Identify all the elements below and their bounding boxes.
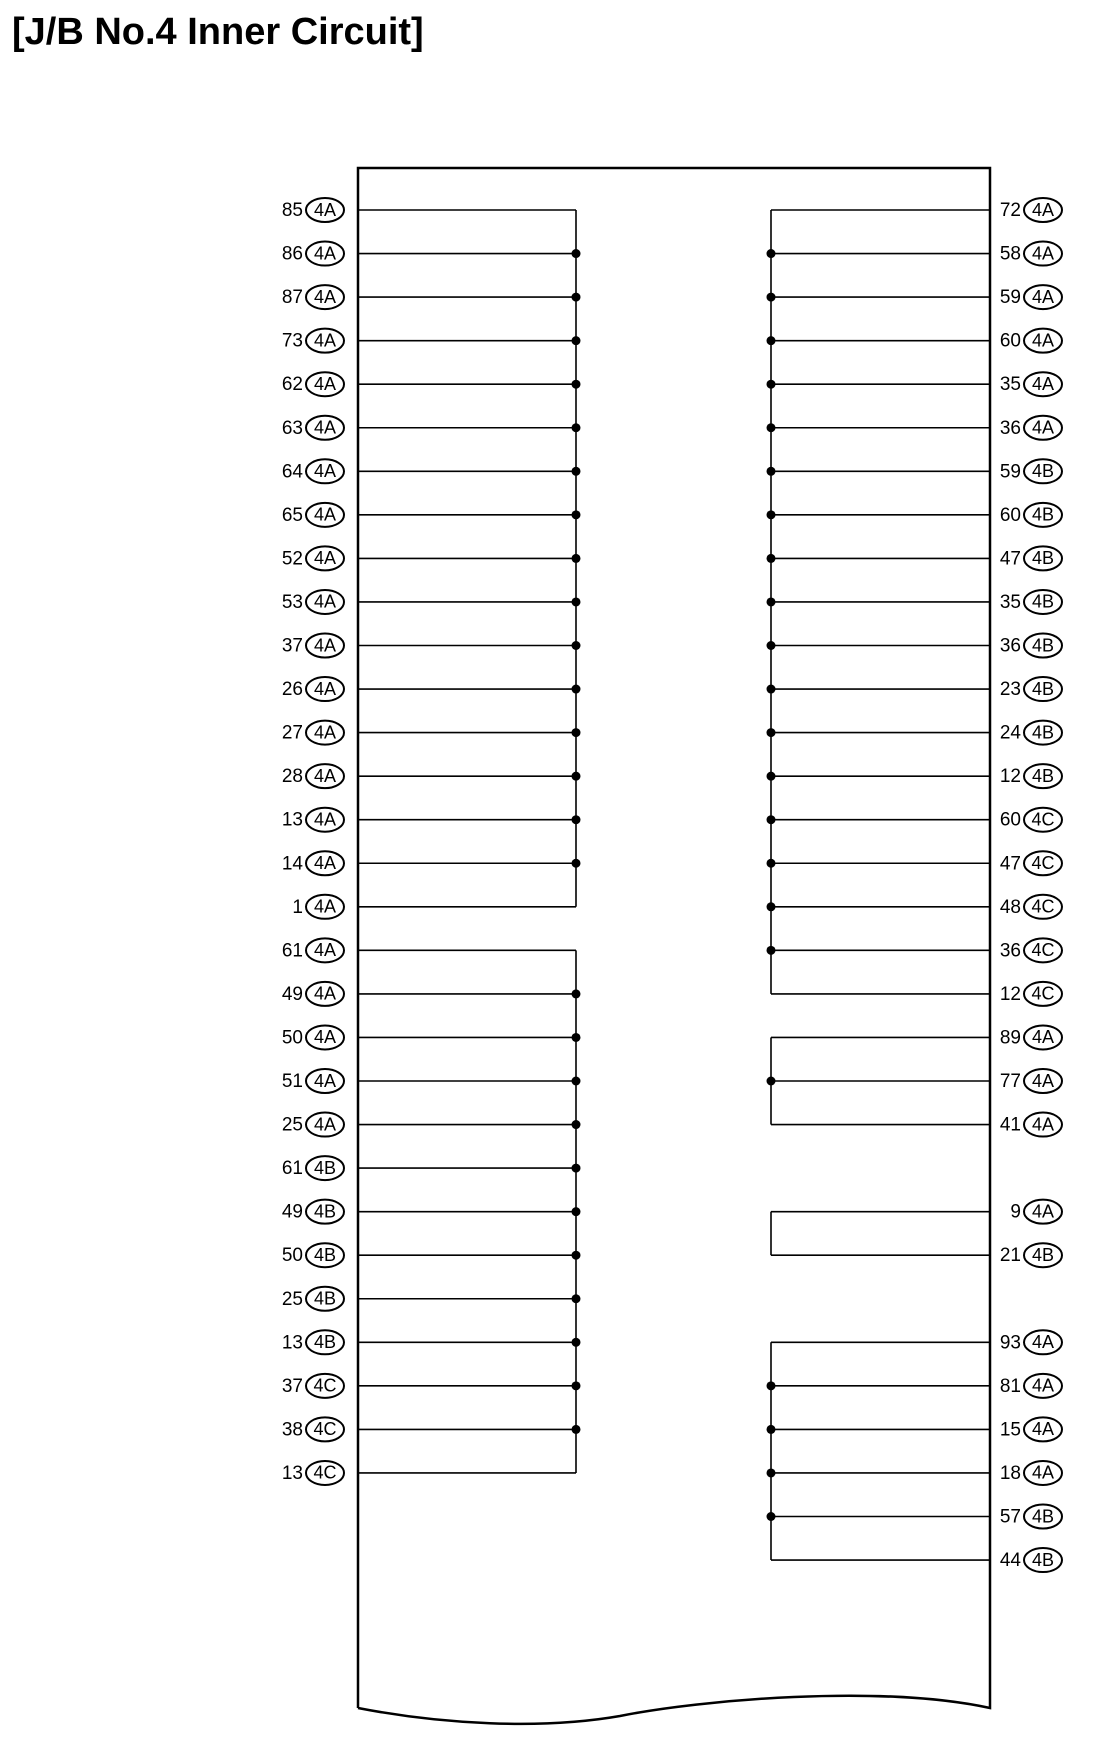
junction-dot <box>767 1425 776 1434</box>
connector-code: 4A <box>313 809 337 830</box>
junction-dot <box>767 815 776 824</box>
junction-dot <box>572 1207 581 1216</box>
junction-dot <box>572 1120 581 1129</box>
pin-number: 14 <box>281 853 303 875</box>
connector-code: 4A <box>313 635 337 656</box>
pin-number: 18 <box>999 1462 1021 1484</box>
junction-dot <box>572 859 581 868</box>
pin-number: 36 <box>999 940 1021 962</box>
junction-dot <box>572 772 581 781</box>
junction-dot <box>767 902 776 911</box>
connector-code: 4A <box>313 983 337 1004</box>
connector-code: 4C <box>1031 853 1055 873</box>
connector-code: 4A <box>313 765 337 786</box>
pin-number: 13 <box>281 809 303 831</box>
connector-code: 4A <box>1031 373 1055 394</box>
connector-code: 4B <box>313 1157 337 1178</box>
pin-number: 36 <box>999 635 1021 657</box>
junction-dot <box>572 467 581 476</box>
junction-dot <box>767 1468 776 1477</box>
connector-code: 4A <box>313 243 337 264</box>
connector-code: 4C <box>313 1462 337 1483</box>
junction-dot <box>767 859 776 868</box>
connector-code: 4A <box>1031 417 1055 438</box>
pin-labels <box>282 198 1062 1572</box>
pin-number: 61 <box>281 1158 303 1180</box>
pin-number: 44 <box>999 1550 1021 1572</box>
pin-number: 73 <box>281 330 303 352</box>
junction-dot <box>572 989 581 998</box>
connector-code: 4A <box>313 853 337 873</box>
pin-number: 48 <box>999 896 1021 918</box>
connector-code: 4B <box>1031 1506 1055 1527</box>
pin-number: 35 <box>999 591 1021 613</box>
connector-code: 4A <box>1031 1375 1055 1396</box>
connector-code: 4C <box>1031 940 1055 961</box>
connector-code: 4C <box>1031 896 1055 917</box>
connector-code: 4B <box>1031 1549 1055 1570</box>
connector-code: 4B <box>1031 635 1055 656</box>
junction-dot <box>767 249 776 258</box>
pin-number: 60 <box>999 809 1021 831</box>
connector-code: 4A <box>313 548 337 569</box>
pin-number: 25 <box>281 1288 303 1310</box>
junction-dot <box>572 815 581 824</box>
pin-number: 60 <box>999 504 1021 526</box>
connector-code: 4C <box>1031 983 1055 1004</box>
junction-dot <box>572 423 581 432</box>
junction-dot <box>572 249 581 258</box>
connector-code: 4C <box>1031 809 1055 830</box>
pin-number: 63 <box>281 417 303 439</box>
pin-number: 64 <box>281 461 303 483</box>
pin-number: 21 <box>999 1245 1021 1267</box>
connector-code: 4B <box>1031 504 1055 525</box>
pin-number: 12 <box>999 766 1021 788</box>
pin-number: 52 <box>281 548 303 570</box>
junction-dot <box>572 1294 581 1303</box>
junction-dot <box>572 641 581 650</box>
pin-number: 81 <box>999 1375 1021 1397</box>
connector-code: 4A <box>1031 286 1055 307</box>
pin-number: 93 <box>999 1332 1021 1354</box>
pin-number: 35 <box>999 374 1021 396</box>
connector-code: 4B <box>1031 461 1055 482</box>
junction-dot <box>767 641 776 650</box>
pin-number: 26 <box>281 679 303 701</box>
connector-code: 4A <box>313 461 337 482</box>
junction-dot <box>572 554 581 563</box>
junction-dot <box>572 1164 581 1173</box>
connector-code: 4C <box>313 1419 337 1440</box>
connector-code: 4A <box>1031 1462 1055 1483</box>
pin-number: 23 <box>999 679 1021 701</box>
pin-number: 47 <box>999 853 1021 875</box>
junction-dot <box>767 946 776 955</box>
junction-dot <box>767 554 776 563</box>
junction-dot <box>572 510 581 519</box>
connector-code: 4C <box>313 1375 337 1396</box>
connector-code: 4B <box>1031 722 1055 743</box>
junction-dot <box>572 1338 581 1347</box>
pin-number: 12 <box>999 983 1021 1005</box>
connector-code: 4A <box>1031 1201 1055 1222</box>
pin-number: 58 <box>999 243 1021 265</box>
pin-number: 53 <box>281 591 303 613</box>
connector-code: 4B <box>313 1332 337 1353</box>
junction-dot <box>767 1381 776 1390</box>
junction-dot <box>767 597 776 606</box>
pin-number: 37 <box>281 635 303 657</box>
connector-code: 4A <box>1031 1332 1055 1353</box>
pin-number: 9 <box>1010 1201 1021 1223</box>
connector-code: 4A <box>313 1114 337 1135</box>
connector-code: 4A <box>313 504 337 525</box>
junction-dot <box>572 336 581 345</box>
page-title: [J/B No.4 Inner Circuit] <box>12 11 424 53</box>
connector-code: 4A <box>313 373 337 394</box>
circuit-wires <box>358 210 990 1560</box>
connector-code: 4B <box>313 1244 337 1265</box>
junction-dot <box>767 293 776 302</box>
pin-number: 24 <box>999 722 1021 744</box>
pin-number: 60 <box>999 330 1021 352</box>
pin-number: 59 <box>999 287 1021 309</box>
pin-number: 51 <box>281 1071 303 1093</box>
junction-dot <box>572 1077 581 1086</box>
pin-number: 28 <box>281 766 303 788</box>
pin-number: 57 <box>999 1506 1021 1528</box>
junction-dot <box>572 685 581 694</box>
junction-dot <box>572 380 581 389</box>
connector-code: 4B <box>1031 678 1055 699</box>
connector-code: 4A <box>1031 1027 1055 1048</box>
junction-dot <box>572 1381 581 1390</box>
connector-code: 4A <box>313 591 337 612</box>
pin-number: 41 <box>999 1114 1021 1136</box>
junction-dot <box>767 467 776 476</box>
junction-dot <box>572 1425 581 1434</box>
connector-code: 4A <box>313 678 337 699</box>
pin-number: 50 <box>281 1027 303 1049</box>
connector-code: 4A <box>313 896 337 917</box>
connector-code: 4A <box>313 330 337 351</box>
pin-number: 89 <box>999 1027 1021 1049</box>
junction-dot <box>767 423 776 432</box>
connector-code: 4B <box>1031 765 1055 786</box>
connector-code: 4A <box>313 1070 337 1091</box>
junction-dot <box>572 597 581 606</box>
junction-dot <box>572 1033 581 1042</box>
pin-number: 72 <box>999 200 1021 222</box>
junction-dot <box>767 510 776 519</box>
pin-number: 47 <box>999 548 1021 570</box>
pin-number: 61 <box>281 940 303 962</box>
junction-dot <box>767 1077 776 1086</box>
junction-dot <box>767 728 776 737</box>
junction-dot <box>572 728 581 737</box>
pin-number: 25 <box>281 1114 303 1136</box>
pin-number: 49 <box>281 983 303 1005</box>
connector-code: 4A <box>313 940 337 961</box>
pin-number: 27 <box>281 722 303 744</box>
connector-code: 4A <box>313 417 337 438</box>
pin-number: 65 <box>281 504 303 526</box>
pin-number: 49 <box>281 1201 303 1223</box>
connector-code: 4A <box>1031 1419 1055 1440</box>
pin-number: 1 <box>292 896 303 918</box>
pin-number: 15 <box>999 1419 1021 1441</box>
connector-code: 4B <box>313 1201 337 1222</box>
pin-number: 38 <box>281 1419 303 1441</box>
pin-number: 36 <box>999 417 1021 439</box>
connector-code: 4A <box>313 1027 337 1048</box>
connector-code: 4B <box>313 1288 337 1309</box>
pin-number: 87 <box>281 287 303 309</box>
connector-code: 4A <box>313 286 337 307</box>
junction-block-outline <box>358 168 990 1724</box>
connector-code: 4A <box>1031 199 1055 220</box>
pin-number: 77 <box>999 1071 1021 1093</box>
junction-dot <box>767 685 776 694</box>
pin-number: 50 <box>281 1245 303 1267</box>
connector-code: 4A <box>1031 330 1055 351</box>
connector-code: 4A <box>313 199 337 220</box>
connector-code: 4B <box>1031 548 1055 569</box>
pin-number: 62 <box>281 374 303 396</box>
connector-code: 4A <box>1031 1070 1055 1091</box>
junction-dot <box>767 772 776 781</box>
junction-dot <box>572 293 581 302</box>
connector-code: 4A <box>1031 1114 1055 1135</box>
connector-code: 4B <box>1031 591 1055 612</box>
pin-number: 13 <box>281 1462 303 1484</box>
pin-number: 13 <box>281 1332 303 1354</box>
connector-code: 4A <box>313 722 337 743</box>
connector-code: 4A <box>1031 243 1055 264</box>
pin-number: 86 <box>281 243 303 265</box>
connector-code: 4B <box>1031 1244 1055 1265</box>
pin-number: 85 <box>281 200 303 222</box>
junction-dot <box>572 1251 581 1260</box>
pin-number: 37 <box>281 1375 303 1397</box>
junction-dot <box>767 336 776 345</box>
junction-dot <box>767 380 776 389</box>
junction-dot <box>767 1512 776 1521</box>
pin-number: 59 <box>999 461 1021 483</box>
